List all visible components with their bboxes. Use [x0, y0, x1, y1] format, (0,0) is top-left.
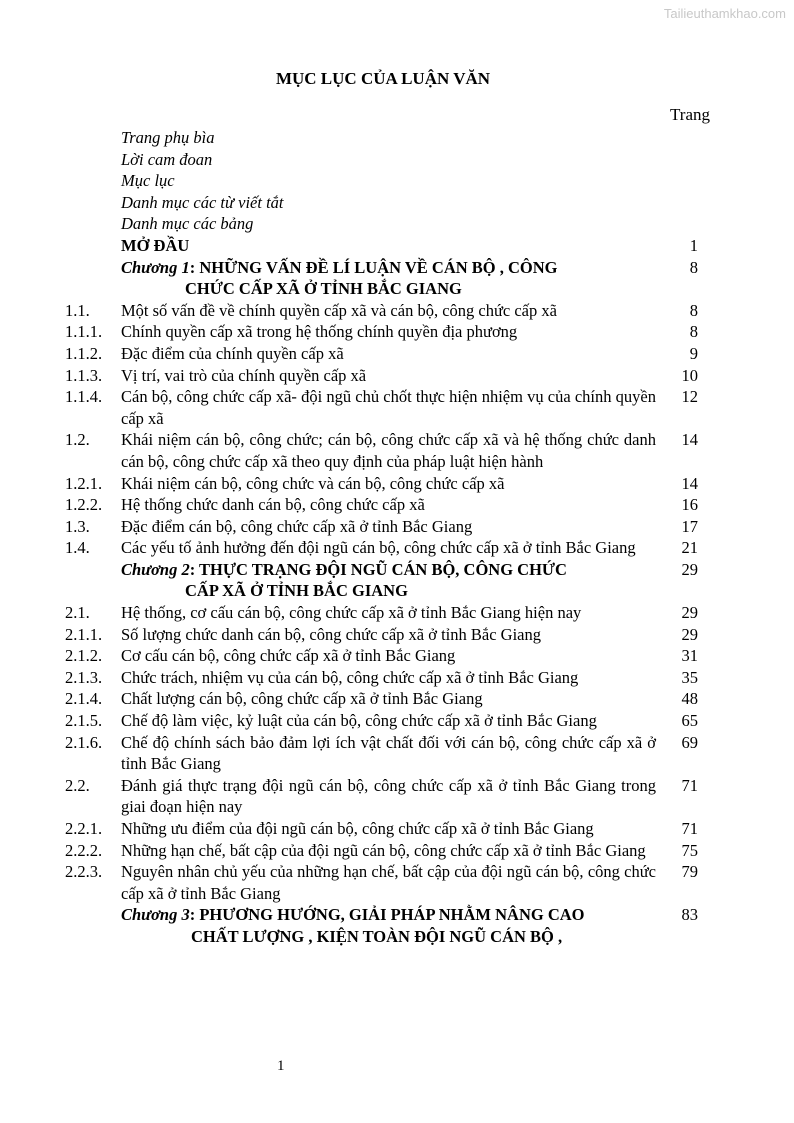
toc-entry	[0, 365, 794, 387]
toc-entry	[0, 818, 794, 840]
toc-entry-number: 1.1.2.	[65, 343, 103, 363]
toc-entry	[0, 300, 794, 322]
toc-entry-number: 2.2.3.	[65, 862, 103, 882]
toc-entry	[0, 602, 794, 624]
page-column-label: Trang	[670, 105, 710, 124]
toc-page-number: 83	[681, 905, 698, 925]
toc-entry-text: Đặc điểm cán bộ, công chức cấp xã ở tỉnh Bắc Giang	[121, 516, 473, 536]
toc-entry	[0, 710, 794, 732]
toc-page-number: 29	[681, 624, 698, 644]
toc-entry-text: Hệ thống, cơ cấu cán bộ, công chức cấp xã ở tỉnh Bắc Giang hiện nay	[121, 603, 582, 623]
toc-page-number: 14	[681, 430, 698, 450]
toc-entry	[0, 473, 794, 495]
toc-entry-text: Các yếu tố ảnh hưởng đến đội ngũ cán bộ, công chức cấp xã ở tỉnh Bắc Giang	[121, 538, 636, 558]
toc-page-number: 8	[689, 300, 698, 320]
toc-page-number: 35	[681, 667, 698, 687]
chapter-3-heading	[0, 904, 794, 947]
toc-entry	[0, 775, 794, 818]
front-matter-item: Danh mục các từ viết tắt	[121, 192, 284, 212]
toc-page-number: 9	[689, 343, 698, 363]
watermark: Tailieuthamkhao.com	[663, 6, 786, 21]
toc-intro: MỞ ĐẦU 1	[121, 235, 698, 255]
toc-entry-text: Chế độ làm việc, kỷ luật của cán bộ, công chức cấp xã ở tỉnh Bắc Giang	[121, 711, 597, 731]
toc-entry-text: Khái niệm cán bộ, công chức; cán bộ, công chức cấp xã và hệ thống chức danh cán bộ, công chức cấp xã theo quy định của pháp luật hiện hành	[121, 430, 656, 471]
toc-entry	[0, 516, 794, 538]
toc-page-number: 12	[681, 387, 698, 407]
toc-entry-number: 2.1.	[65, 603, 90, 623]
chapter-title-line1: : THỰC TRẠNG ĐỘI NGŨ CÁN BỘ, CÔNG CHỨC	[189, 559, 567, 579]
toc-page-number: 29	[681, 603, 698, 623]
front-matter-item: Trang phụ bìa	[121, 128, 215, 147]
toc-entry	[0, 494, 794, 516]
toc-entry-number: 1.2.1.	[65, 473, 103, 493]
toc-entry-text: Vị trí, vai trò của chính quyền cấp xã	[121, 365, 367, 385]
toc-page-number: 17	[681, 516, 698, 536]
toc-page-number: 71	[681, 819, 698, 838]
toc-page-number: 31	[681, 646, 698, 666]
toc-page-number: 8	[689, 257, 698, 277]
toc-entry	[0, 840, 794, 862]
chapter-label: Chương 3	[121, 905, 190, 925]
chapter-title-line1: : NHỮNG VẤN ĐỀ LÍ LUẬN VỀ CÁN BỘ , CÔNG	[189, 257, 558, 277]
toc-entry-number: 1.4.	[65, 538, 90, 558]
toc-entry-text: Chất lượng cán bộ, công chức cấp xã ở tỉnh Bắc Giang	[121, 689, 483, 709]
chapter-title-line2: CHẤT LƯỢNG , KIỆN TOÀN ĐỘI NGŨ CÁN BỘ ,	[191, 926, 563, 946]
toc-entry-number: 2.2.	[65, 775, 90, 795]
toc-entry	[0, 537, 794, 559]
toc-page-number: 71	[681, 775, 698, 795]
toc-entry-number: 2.2.2.	[65, 840, 103, 860]
chapter-1-heading	[0, 257, 794, 300]
toc-entry	[0, 386, 794, 429]
chapter-2-heading	[0, 559, 794, 602]
front-matter-item: Mục lục	[121, 171, 175, 191]
toc-entry-text: Chính quyền cấp xã trong hệ thống chính quyền địa phương	[121, 322, 518, 342]
toc-entry-number: 1.3.	[65, 516, 90, 536]
toc-entry-number: 2.1.1.	[65, 624, 103, 644]
toc-entry-number: 1.1.	[65, 300, 90, 320]
toc-entry-text: Cán bộ, công chức cấp xã- đội ngũ chủ chốt thực hiện nhiệm vụ của chính quyền cấp xã	[121, 387, 656, 428]
toc-page-number: 10	[681, 365, 698, 385]
toc-page-number: 75	[681, 840, 698, 860]
toc-entry-number: 1.1.4.	[65, 387, 103, 407]
toc-entry	[0, 429, 794, 472]
toc-entry-text: Đánh giá thực trạng đội ngũ cán bộ, công chức cấp xã ở tỉnh Bắc Giang trong giai đoạn hiện nay	[121, 775, 656, 817]
toc-page-number: 69	[681, 732, 698, 752]
toc-entry-number: 2.1.6.	[65, 732, 103, 752]
toc-entry	[0, 688, 794, 710]
chapter-label: Chương 2	[121, 559, 190, 579]
toc-entry-number: 1.1.3.	[65, 365, 103, 385]
footer-page-number: 1	[277, 1058, 285, 1074]
toc-page-number: 79	[681, 862, 698, 882]
front-matter-item: Lời cam đoan	[121, 149, 213, 169]
chapter-label: Chương 1	[121, 257, 190, 277]
toc-page-number: 14	[681, 473, 698, 493]
toc-entry-text: Những ưu điểm của đội ngũ cán bộ, công chức cấp xã ở tỉnh Bắc Giang	[121, 819, 594, 838]
toc-entry-text: Chức trách, nhiệm vụ của cán bộ, công chức cấp xã ở tỉnh Bắc Giang	[121, 667, 579, 687]
chapter-title-line1: : PHƯƠNG HƯỚNG, GIẢI PHÁP NHẰM NÂNG CAO	[189, 905, 585, 925]
chapter-title-line2: CHỨC CẤP XÃ Ở TỈNH BẮC GIANG	[185, 279, 462, 299]
chapter-title-line2: CẤP XÃ Ở TỈNH BẮC GIANG	[185, 581, 408, 601]
toc-entry-number: 2.1.2.	[65, 646, 103, 666]
toc-entry	[0, 645, 794, 667]
toc-page-number: 16	[681, 495, 698, 515]
toc-page-number: 1	[689, 235, 698, 255]
toc-entry-number: 1.2.2.	[65, 495, 103, 515]
toc-entry	[0, 667, 794, 689]
toc-entry	[0, 624, 794, 646]
toc-entry-text: Khái niệm cán bộ, công chức và cán bộ, công chức cấp xã	[121, 473, 505, 493]
toc-entry-text: Những hạn chế, bất cập của đội ngũ cán bộ, công chức cấp xã ở tỉnh Bắc Giang	[121, 840, 646, 860]
toc-page-number: 21	[681, 538, 698, 558]
toc-title: MỤC LỤC CỦA LUẬN VĂN	[275, 69, 491, 88]
toc-entry-text: Một số vấn đề về chính quyền cấp xã và cán bộ, công chức cấp xã	[121, 300, 557, 320]
toc-page-number: 48	[681, 689, 698, 709]
front-matter-item: Danh mục các bảng	[121, 214, 254, 234]
toc-entry	[0, 732, 794, 775]
toc-entry-text: Hệ thống chức danh cán bộ, công chức cấp xã	[121, 495, 425, 515]
toc-entry-number: 2.1.4.	[65, 689, 103, 709]
toc-entry	[0, 861, 794, 904]
toc-entry	[0, 343, 794, 365]
toc-entry-text: Cơ cấu cán bộ, công chức cấp xã ở tỉnh Bắc Giang	[121, 646, 456, 666]
toc-entry-number: 2.1.5.	[65, 711, 103, 731]
toc-entry-number: 2.1.3.	[65, 667, 103, 687]
toc-entry-text: Nguyên nhân chủ yếu của những hạn chế, bất cập của đội ngũ cán bộ, công chức cấp xã ở tỉnh Bắc Giang	[121, 862, 656, 903]
toc-page-number: 8	[689, 322, 698, 342]
toc-page-number: 65	[681, 711, 698, 731]
table-of-contents	[0, 127, 794, 948]
toc-entry-number: 1.2.	[65, 430, 90, 450]
toc-entry-number: 1.1.1.	[65, 322, 103, 342]
toc-entry-text: Chế độ chính sách bảo đảm lợi ích vật chất đối với cán bộ, công chức cấp xã ở tỉnh Bắc Giang	[121, 732, 656, 774]
toc-entry-number: 2.2.1.	[65, 819, 103, 838]
toc-entry-text: Đặc điểm của chính quyền cấp xã	[121, 343, 344, 363]
toc-page-number: 29	[681, 559, 698, 579]
toc-entry-text: Số lượng chức danh cán bộ, công chức cấp xã ở tỉnh Bắc Giang	[121, 624, 541, 644]
toc-entry	[0, 321, 794, 343]
